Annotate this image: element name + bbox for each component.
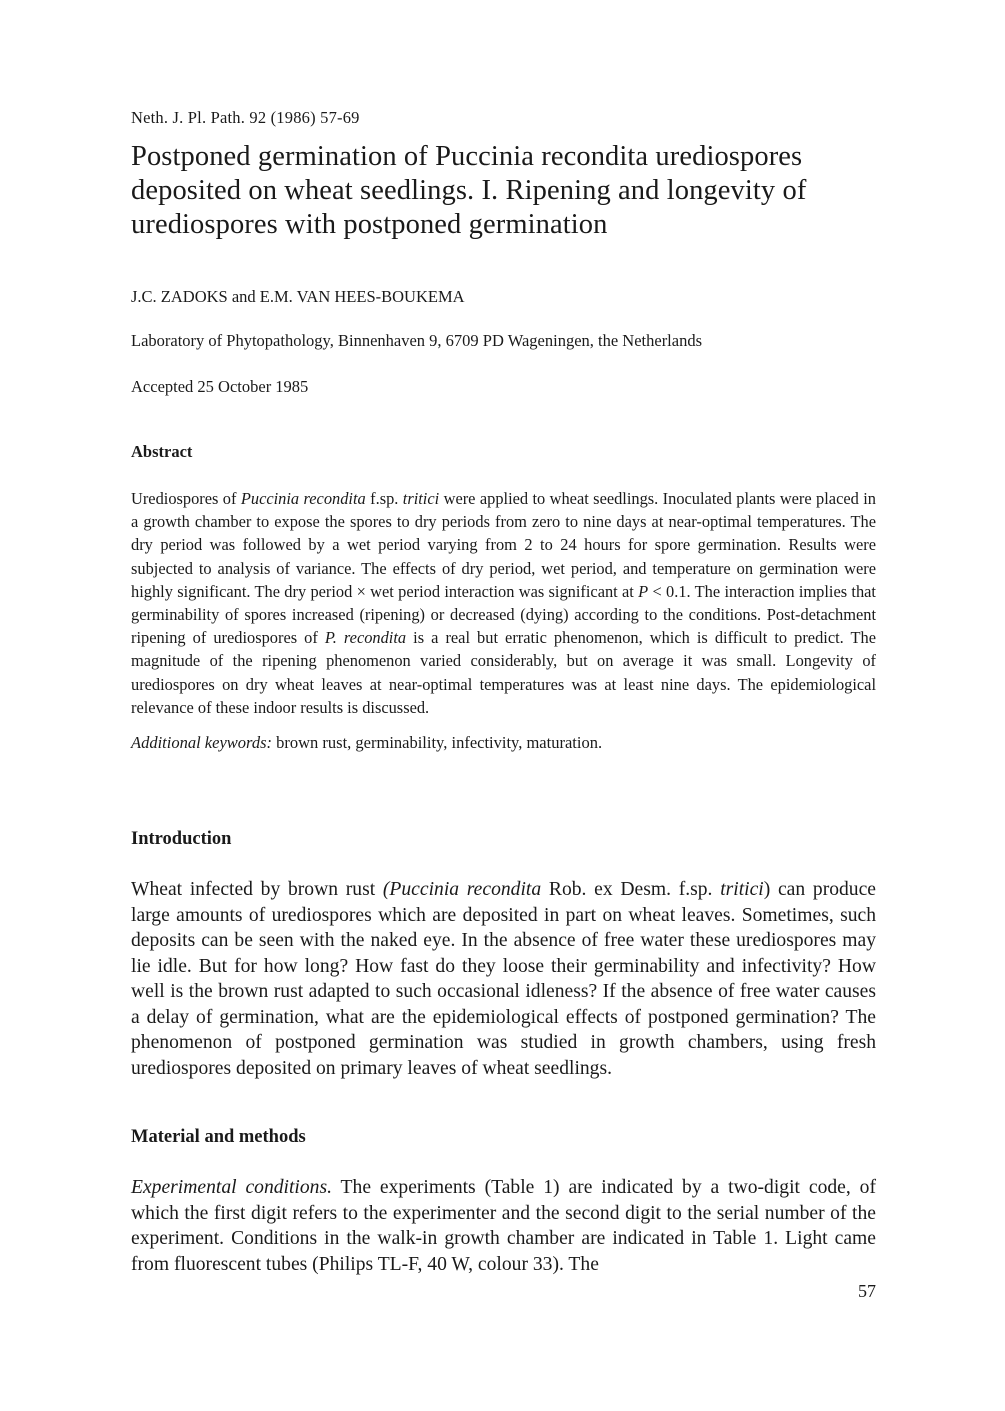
- abstract-text-part: were applied to wheat seedlings. Inoculated plants were placed in a growth chamber to expose the spores to dry periods from zero to nine days at near-optimal temperatures. The dry period was followed by a wet period varying from 2 to 24 hours for spore germination. Results were subjected to analysis of variance. The effects of dry period, wet period, and temperature on germination were highly significant. The dry period × wet period interaction was significant at: [131, 489, 876, 601]
- methods-heading: Material and methods: [131, 1127, 306, 1147]
- abstract-text-part: < 0.1. The interaction implies that germinability of spores increased (ripening) or decreased (dying) according to the conditions. Post-detachment ripening of urediospores of: [131, 581, 876, 648]
- methods-subsection-lead: Experimental conditions.: [131, 1177, 332, 1198]
- intro-forma-specialis: tritici: [720, 879, 764, 900]
- intro-text-part: Wheat infected by brown rust: [131, 879, 383, 900]
- article-title: Postponed germination of Puccinia recondita urediospores deposited on wheat seedlings. I. Ripening and longevity of urediospores with postponed germination: [131, 141, 807, 240]
- abstract-species-name: Puccinia recondita: [240, 489, 366, 508]
- page-number: 57: [858, 1281, 876, 1301]
- abstract-text-part: is a real but erratic phenomenon, which is difficult to predict. The magnitude of the ripening phenomenon varied considerably, but on average it was small. Longevity of urediospores on dry wheat leaves at near-optimal temperatures was at least nine days. The epidemiological relevance of these indoor results is discussed.: [131, 628, 876, 717]
- abstract-p-symbol: P: [638, 581, 649, 601]
- journal-citation: Neth. J. Pl. Path. 92 (1986) 57-69: [131, 108, 360, 127]
- methods-text: [131, 1175, 876, 1277]
- intro-species-name: (Puccinia recondita: [382, 879, 542, 900]
- keywords-line: [131, 733, 602, 753]
- abstract-text-part: Urediospores of: [131, 489, 241, 508]
- author-affiliation: Laboratory of Phytopathology, Binnenhaven 9, 6709 PD Wageningen, the Netherlands: [131, 331, 703, 350]
- abstract-species-abbrev: P. recondita: [324, 628, 407, 648]
- keywords-label: Additional keywords:: [131, 733, 272, 752]
- methods-text-part: The experiments (Table 1) are indicated by a two-digit code, of which the first digit refers to the experimenter and the second digit to the serial number of the experiment. Conditions in the walk-in growth chamber are indicated in Table 1. Light came from fluorescent tubes (Philips TL-F, 40 W, colour 33). The: [131, 1177, 876, 1275]
- article-authors: J.C. ZADOKS and E.M. VAN HEES-BOUKEMA: [131, 287, 465, 306]
- accepted-date: Accepted 25 October 1985: [131, 377, 309, 396]
- intro-text-part: ) can produce large amounts of urediospores which are deposited in part on wheat leaves. Sometimes, such deposits can be seen with the naked eye. In the absence of free water these urediospores may lie idle. But for how long? How fast do they loose their germinability and infectivity? How well is the brown rust adapted to such occasional idleness? If the absence of free water causes a delay of germination, what are the epidemiological effects of postponed germination? The phenomenon of postponed germination was studied in growth chambers, using fresh urediospores deposited on primary leaves of wheat seedlings.: [131, 879, 877, 1079]
- abstract-forma-specialis: tritici: [402, 489, 440, 508]
- introduction-heading: Introduction: [131, 829, 232, 849]
- introduction-text: [131, 877, 876, 1081]
- abstract-heading: Abstract: [131, 442, 193, 461]
- intro-text-part: Rob. ex Desm. f.sp.: [541, 879, 721, 900]
- keywords-list: brown rust, germinability, infectivity, maturation.: [272, 733, 603, 752]
- abstract-text-part: f.sp.: [365, 489, 403, 508]
- abstract-text: [131, 487, 876, 719]
